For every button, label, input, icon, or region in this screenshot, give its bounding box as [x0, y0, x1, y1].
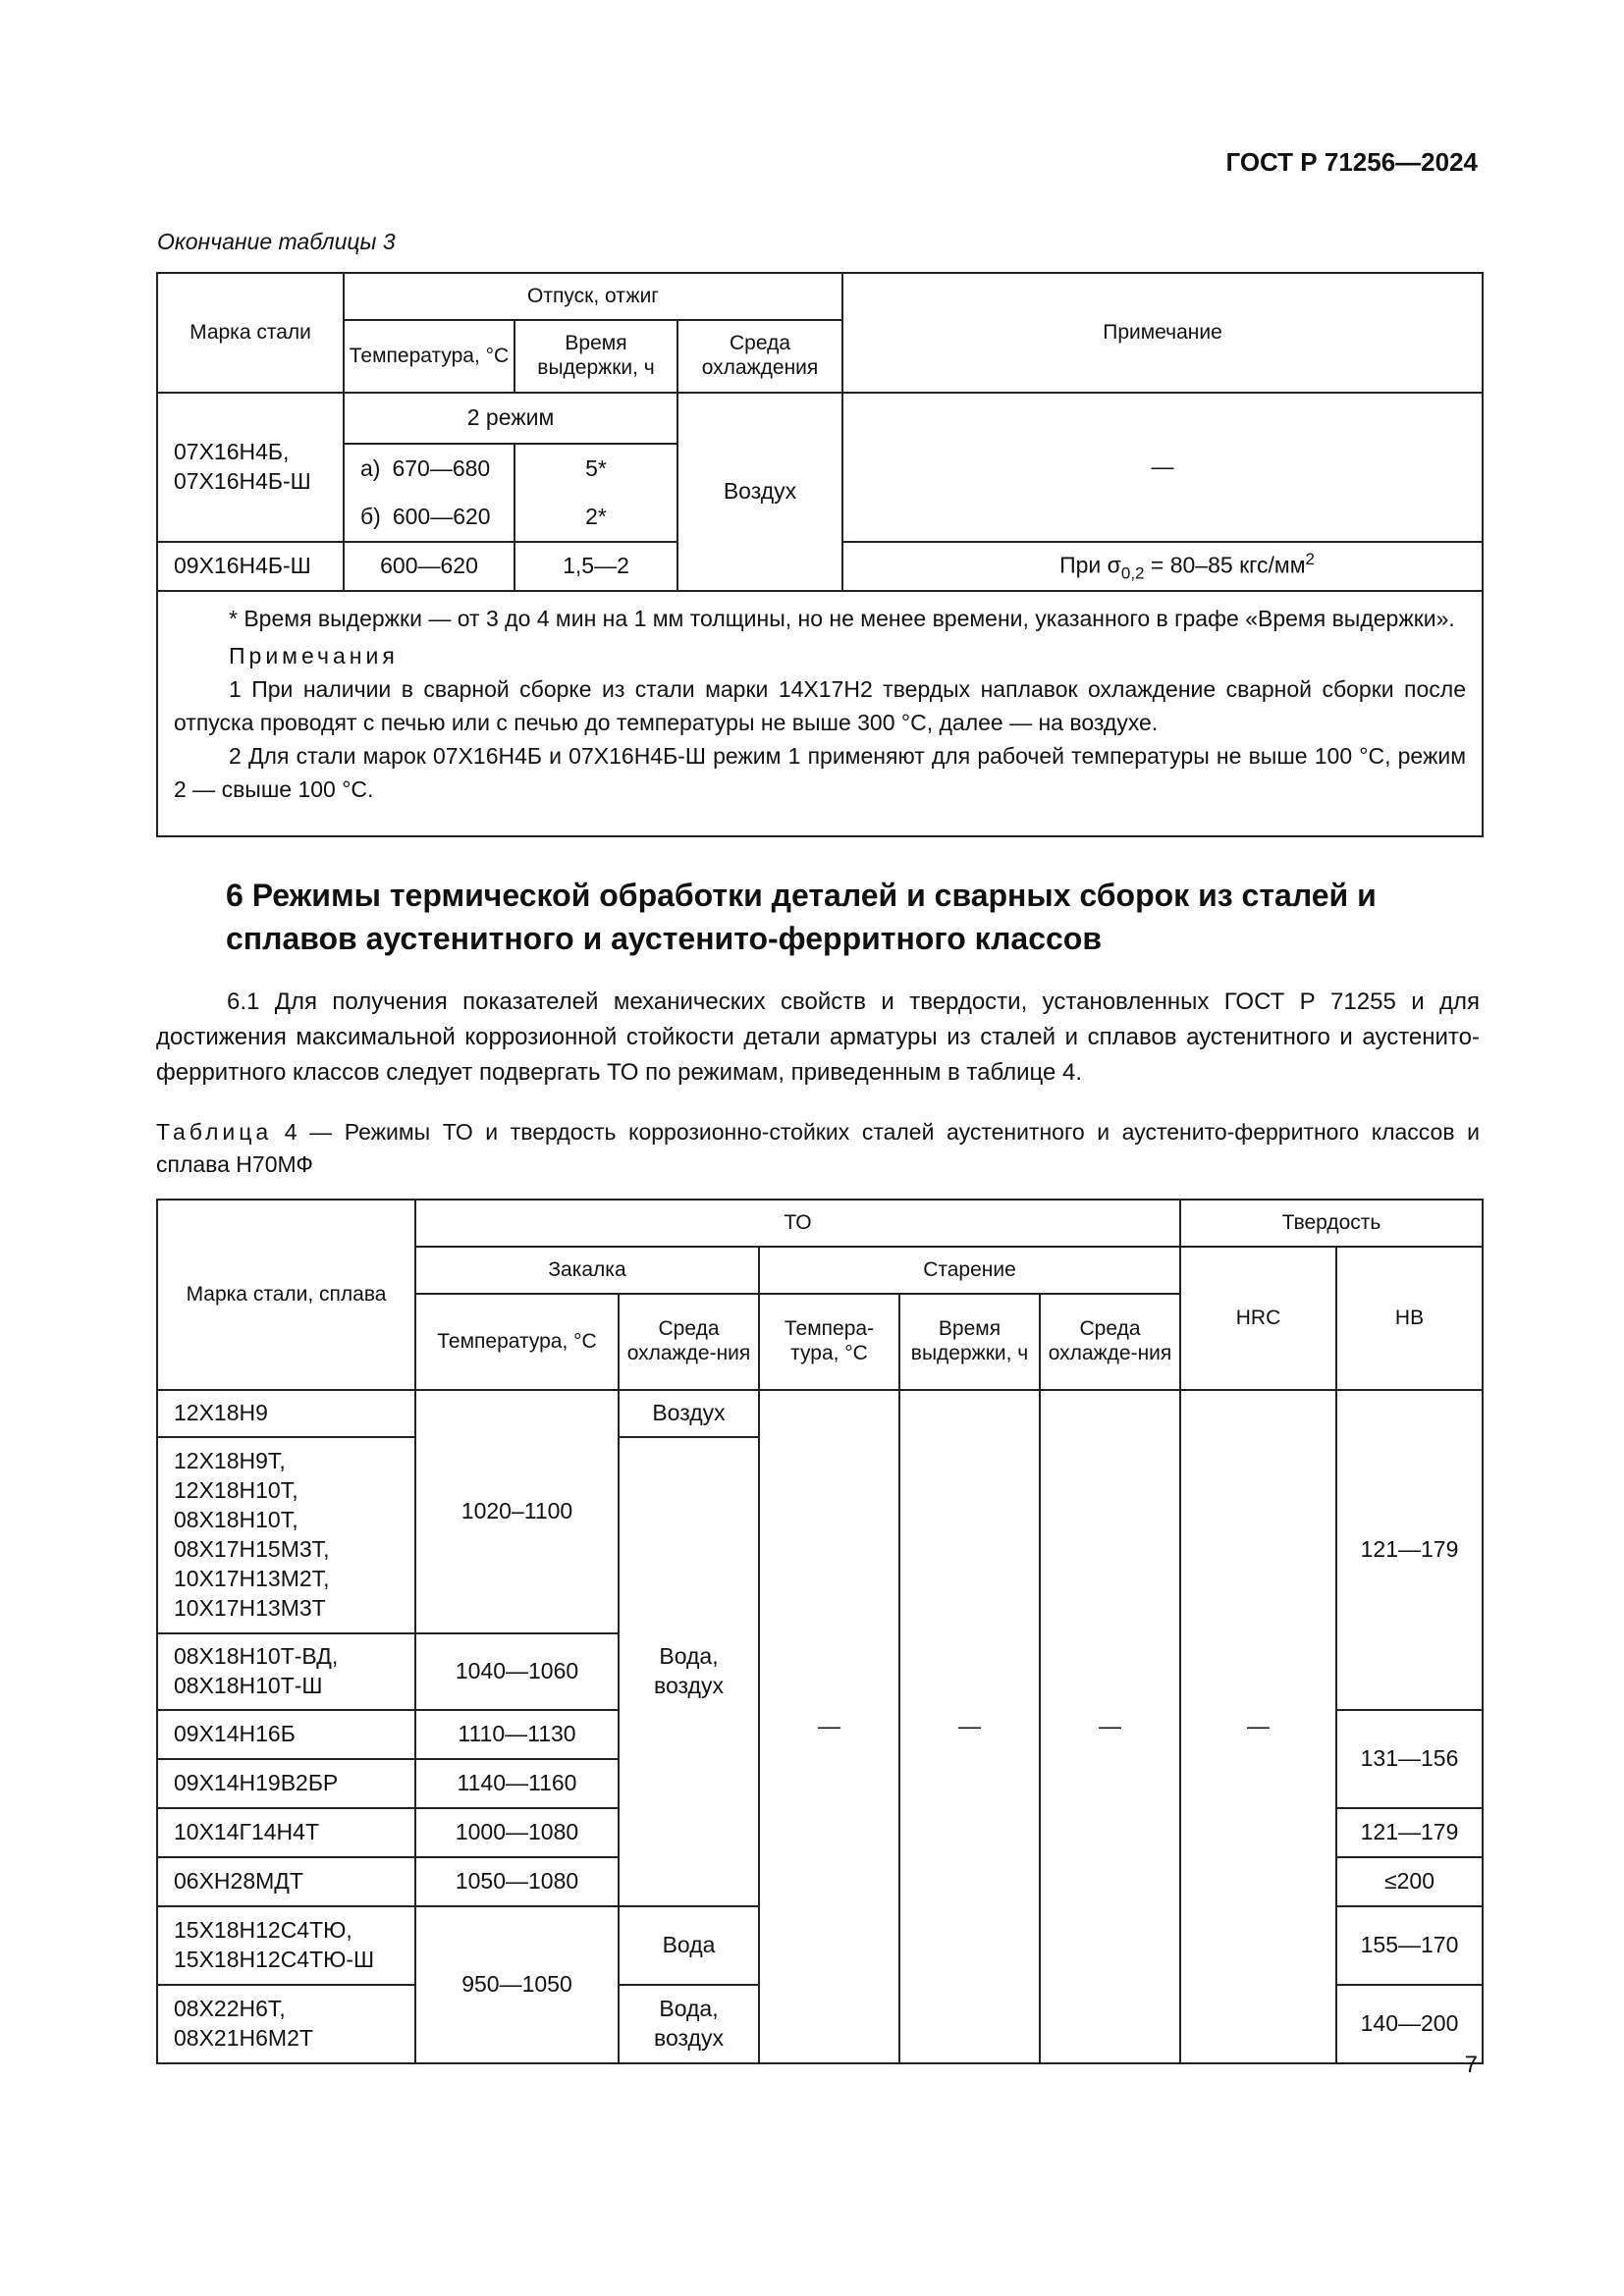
table4-caption-label: Таблица — [156, 1119, 273, 1145]
table3-row-a-value: 670—680 — [392, 454, 491, 481]
table4-hb: 131—156 — [1336, 1710, 1483, 1808]
table3-row-a-hold: 5* — [514, 444, 677, 493]
table4-header-quench-temp: Температура, °С — [415, 1294, 619, 1390]
table3-header-group: Отпуск, отжиг — [344, 273, 842, 320]
table4-row-steel: 06ХН28МДТ — [157, 1857, 415, 1906]
table4-row-steel: 10Х14Г14Н4Т — [157, 1808, 415, 1857]
table3-footnote: * Время выдержки — от 3 до 4 мин на 1 мм толщины, но не менее времени, указанного в графе «Время выдержки». — [229, 606, 1455, 631]
table4-row-steel: 08Х22Н6Т, 08Х21Н6М2Т — [157, 1985, 415, 2063]
table3-row-a-temp — [344, 444, 514, 493]
table4 — [156, 1199, 1484, 2064]
table4-hb: 140—200 — [1336, 1985, 1483, 2063]
table4-row-steel: 15Х18Н12С4ТЮ, 15Х18Н12С4ТЮ-Ш — [157, 1906, 415, 1985]
paragraph-6-1: 6.1 Для получения показателей механических свойств и твердости, установленных ГОСТ Р 71255 и для достижения максимальной коррозионной стойкости детали арматуры из сталей и сплавов аустенитного и аустенито-ферритного классов следует подвергать ТО по режимам, приведенным в таблице 4. — [156, 988, 1480, 1086]
table4-hb: 121—179 — [1336, 1808, 1483, 1857]
table3-temp-09x16: 600—620 — [344, 542, 514, 591]
table4-row-steel: 12Х18Н9Т, 12Х18Н10Т, 08Х18Н10Т, 08Х17Н15М3Т, 10Х17Н13М2Т, 10Х17Н13М3Т — [157, 1437, 415, 1633]
table4-header-quench: Закалка — [415, 1247, 759, 1294]
note-sigma-value: = 80–85 кгс/мм — [1144, 552, 1306, 578]
table3-header-note: Примечание — [842, 273, 1483, 393]
table3-notes — [157, 591, 1483, 836]
table4-aging-temp-dash: — — [759, 1390, 899, 2063]
table4-row-steel: 12Х18Н9 — [157, 1390, 415, 1437]
table4-header-aging-temp: Темпера-тура, °С — [759, 1294, 899, 1390]
note-sigma-subscript: 0,2 — [1120, 563, 1145, 583]
table4-header-aging-hold: Время выдержки, ч — [899, 1294, 1040, 1390]
table4-quench-medium: Воздух — [619, 1390, 759, 1437]
table4-quench-temp: 1000—1080 — [415, 1808, 619, 1857]
table3-row-b-hold: 2* — [514, 493, 677, 542]
table4-hb: 121—179 — [1336, 1390, 1483, 1710]
table3-row-b-temp — [344, 493, 514, 542]
table3-header-medium: Среда охлаждения — [677, 320, 842, 393]
table3-note-2: 2 Для стали марок 07Х16Н4Б и 07Х16Н4Б-Ш режим 1 применяют для рабочей температуры не выше 100 °С, режим 2 — свыше 100 °С. — [174, 743, 1467, 802]
table4-quench-temp: 1140—1160 — [415, 1759, 619, 1808]
table3-header-steel: Марка стали — [157, 273, 344, 393]
table4-quench-temp: 1040—1060 — [415, 1633, 619, 1710]
table4-quench-medium: Вода — [619, 1906, 759, 1985]
page-number: 7 — [1464, 2052, 1478, 2078]
table3-mode-label: 2 режим — [344, 393, 677, 444]
table3-medium-air: Воздух — [677, 393, 842, 591]
table3-row-b-prefix: б) — [360, 503, 381, 529]
table3-row-a-prefix: а) — [360, 454, 381, 481]
section-6-paragraph — [156, 985, 1480, 1091]
table4-header-to: ТО — [415, 1200, 1180, 1247]
table4-quench-medium: Вода, воздух — [619, 1437, 759, 1906]
table3-row-b-value: 600—620 — [392, 503, 491, 529]
table4-aging-medium-dash: — — [1040, 1390, 1180, 2063]
table3 — [156, 272, 1484, 837]
section-6-heading: 6 Режимы термической обработки деталей и сварных сборок из сталей и сплавов аустенитного и аустенито-ферритного классов — [226, 878, 1377, 956]
table4-hb: 155—170 — [1336, 1906, 1483, 1985]
table3-steel-09x16: 09Х16Н4Б-Ш — [157, 542, 344, 591]
note-sigma-prefix: При σ — [1059, 552, 1121, 578]
table4-header-aging: Старение — [759, 1247, 1180, 1294]
table4-quench-temp: 1110—1130 — [415, 1710, 619, 1759]
table4-header-steel: Марка стали, сплава — [157, 1200, 415, 1390]
table4-caption-text: 4 — Режимы ТО и твердость коррозионно-стойких сталей аустенитного и аустенито-ферритного классов и сплава Н70МФ — [156, 1119, 1480, 1177]
table4-quench-temp: 950—1050 — [415, 1906, 619, 2063]
table4-quench-temp: 1020–1100 — [415, 1390, 619, 1633]
table3-hold-09x16: 1,5—2 — [514, 542, 677, 591]
table4-quench-medium: Вода, воздух — [619, 1985, 759, 2063]
table3-header-temp: Температура, °С — [344, 320, 514, 393]
table4-row-steel: 08Х18Н10Т-ВД, 08Х18Н10Т-Ш — [157, 1633, 415, 1710]
table3-note-dash: — — [842, 393, 1483, 542]
table3-note-1: 1 При наличии в сварной сборке из стали марки 14Х17Н2 твердых наплавок охлаждение сварной сборки после отпуска проводят с печью или с печью до температуры не выше 300 °С, далее — на воздухе. — [174, 676, 1467, 735]
table4-hrc-dash: — — [1180, 1390, 1336, 2063]
table4-caption — [156, 1116, 1480, 1181]
table3-continuation-caption: Окончание таблицы 3 — [157, 229, 396, 254]
table4-row-steel: 09Х14Н16Б — [157, 1710, 415, 1759]
table4-header-hardness: Твердость — [1180, 1200, 1483, 1247]
table4-hb: ≤200 — [1336, 1857, 1483, 1906]
table3-header-hold: Время выдержки, ч — [514, 320, 677, 393]
table4-header-hrc: HRC — [1180, 1247, 1336, 1390]
table3-note-sigma — [842, 542, 1483, 591]
table4-header-hb: НВ — [1336, 1247, 1483, 1390]
table4-quench-temp: 1050—1080 — [415, 1857, 619, 1906]
table4-aging-hold-dash: — — [899, 1390, 1040, 2063]
table4-header-aging-medium: Среда охлажде-ния — [1040, 1294, 1180, 1390]
table4-header-quench-medium: Среда охлажде-ния — [619, 1294, 759, 1390]
table3-steel-07x16: 07Х16Н4Б, 07Х16Н4Б-Ш — [157, 393, 344, 542]
document-code: ГОСТ Р 71256—2024 — [1225, 147, 1478, 177]
table4-row-steel: 09Х14Н19В2БР — [157, 1759, 415, 1808]
note-sigma-superscript: 2 — [1305, 549, 1316, 568]
table3-notes-title: Примечания — [229, 643, 399, 668]
